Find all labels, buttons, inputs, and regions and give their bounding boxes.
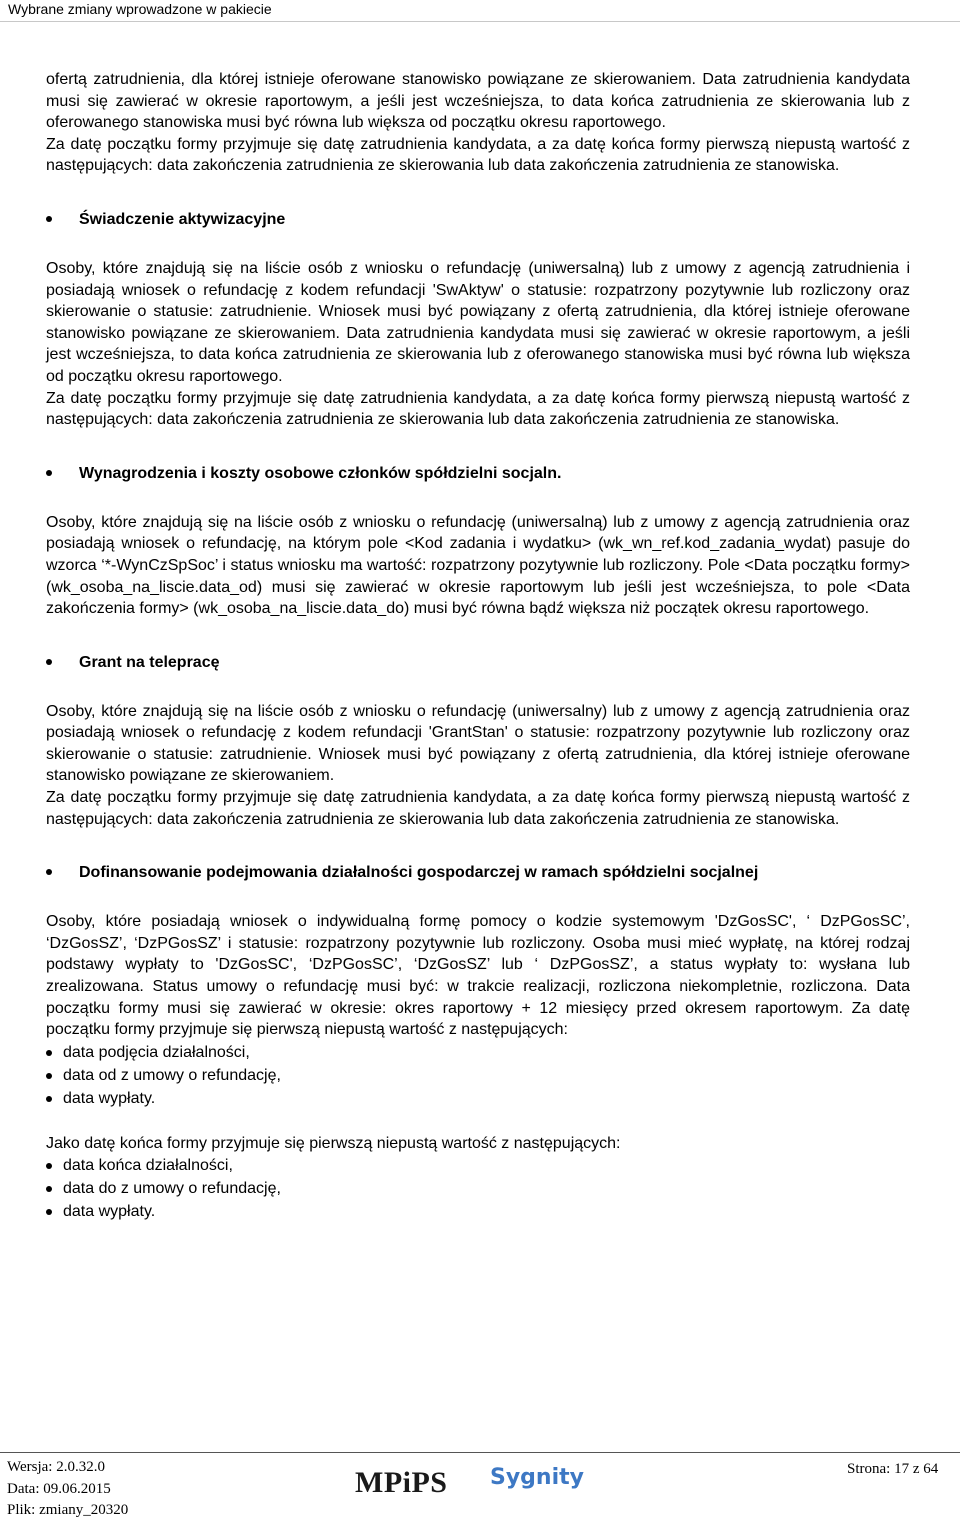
- section-heading: [46, 463, 910, 485]
- page-number: Strona: 17 z 64: [847, 1461, 939, 1477]
- footer-date: Data: 09.06.2015: [7, 1481, 111, 1497]
- intro-paragraph: Za datę początku formy przyjmuje się datę zatrudnienia kandydata, a za datę końca formy pierwszą niepustą wartość z następujących: data zakończenia zatrudnienia ze skierowania lub data zakończenia zatrudnienia ze stanowiska.: [46, 135, 910, 175]
- page-header: [0, 0, 960, 22]
- document-body: [46, 69, 910, 1223]
- footer-version: Wersja: 2.0.32.0: [7, 1459, 105, 1475]
- section-heading: [46, 209, 910, 231]
- section-paragraph: Osoby, które znajdują się na liście osób z wniosku o refundację (uniwersalny) lub z umowy z agencją zatrudnienia oraz posiadają wniosek o refundację z kodem refundacji 'GrantStan' o statusie: rozpatrzony pozytywnie lub rozliczony oraz skierowanie o statusie: zatrudnienie. Wniosek musi być powiązany z ofertą zatrudnienia, dla której istnieje oferowane stanowisko powiązane ze skierowaniem.: [46, 702, 910, 785]
- list-item: data do z umowy o refundację,: [46, 1177, 910, 1200]
- section-title: Grant na telepracę: [79, 653, 220, 671]
- intro-paragraph: ofertą zatrudnienia, dla której istnieje oferowane stanowisko powiązane ze skierowaniem. Data zatrudnienia kandydata musi się zawierać w okresie raportowym, a jeśli jest wcześniejsza, to data końca zatrudnienia ze skierowania lub z oferowanego stanowiska musi być równa lub większa od początku okresu raportowego.: [46, 71, 910, 132]
- section-title: Dofinansowanie podejmowania działalności gospodarczej w ramach spółdzielni socjalnej: [79, 864, 759, 882]
- list-item: data od z umowy o refundację,: [46, 1064, 910, 1087]
- bullet-icon: [46, 869, 52, 875]
- section-paragraph: Osoby, które znajdują się na liście osób z wniosku o refundację (uniwersalną) lub z umowy z agencją zatrudnienia oraz posiadają wniosek o refundację, na którym pole <Kod zadania i wydatku> (wk_wn_ref.kod_zadania_wydat) pasuje do wzorca ‘*-WynCzSpSoc’ i status wniosku ma wartość: rozpatrzony pozytywnie lub rozliczony. Pole <Data początku formy> (wk_osoba_na_liscie.data_od) musi się zawierać w okresie raportowym lub jeśli jest wcześniejsza, to pole <Data zakończenia formy> (wk_osoba_na_liscie.data_do) musi być równa bądź większa niż początek okresu raportowego.: [46, 513, 910, 618]
- bullet-list: [46, 1041, 910, 1110]
- header-title: Wybrane zmiany wprowadzone w pakiecie: [8, 1, 272, 17]
- mpips-logo: MPiPS: [355, 1466, 448, 1499]
- section-paragraph: Osoby, które posiadają wniosek o indywidualną formę pomocy o kodzie systemowym 'DzGosSC', ‘ DzPGosSC’, ‘DzGosSZ’, ‘DzPGosSZ’ i statusie: rozpatrzony pozytywnie lub rozliczony. Osoba musi mieć wypłatę, na której rodzaj podstawy wypłaty to 'DzGosSC', ‘DzPGosSC’, ‘DzGosSZ’ lub ‘ DzPGosSZ’, a status wypłaty to: wysłana lub zrealizowana. Status umowy o refundację musi być: w trakcie realizacji, rozliczona niekompletnie, rozliczona. Data początku formy musi się zawierać w okresie: okres raportowy + 12 miesięcy przed okresem raportowym. Za datę początku formy przyjmuje się pierwszą niepustą wartość z następujących:: [46, 913, 910, 1039]
- bullet-list: [46, 1154, 910, 1223]
- footer-file: Plik: zmiany_20320: [7, 1502, 129, 1518]
- list-item: data wypłaty.: [46, 1087, 910, 1110]
- section-paragraph: Osoby, które znajdują się na liście osób z wniosku o refundację (uniwersalną) lub z umowy z agencją zatrudnienia i posiadają wniosek o refundację z kodem refundacji 'SwAktyw' o statusie: rozpatrzony pozytywnie lub rozliczony oraz skierowanie o statusie: zatrudnienie. Wniosek musi być powiązany z ofertą zatrudnienia, dla której istnieje oferowane stanowisko powiązane ze skierowaniem. Data zatrudnienia kandydata musi się zawierać w okresie raportowym, a jeśli jest wcześniejsza, to data końca zatrudnienia ze skierowania lub z oferowanego stanowiska musi być równa lub większa od początku okresu raportowego.: [46, 259, 910, 385]
- section-title: Świadczenie aktywizacyjne: [79, 210, 286, 228]
- section-paragraph: Za datę początku formy przyjmuje się datę zatrudnienia kandydata, a za datę końca formy pierwszą niepustą wartość z następujących: data zakończenia zatrudnienia ze skierowania lub data zakończenia zatrudnienia ze stanowiska.: [46, 789, 910, 828]
- section-heading: [46, 652, 910, 674]
- list-item: data końca działalności,: [46, 1154, 910, 1177]
- list-item: data podjęcia działalności,: [46, 1041, 910, 1064]
- bullet-icon: [46, 470, 52, 476]
- sygnity-logo: Sygnity: [490, 1465, 584, 1490]
- footer-divider: [0, 1452, 960, 1453]
- bullet-icon: [46, 659, 52, 665]
- section-title: Wynagrodzenia i koszty osobowe członków spółdzielni socjaln.: [79, 464, 562, 482]
- section-heading: [46, 862, 910, 884]
- bullet-icon: [46, 216, 52, 222]
- list-item: data wypłaty.: [46, 1200, 910, 1223]
- section-paragraph: Jako datę końca formy przyjmuje się pierwszą niepustą wartość z następujących:: [46, 1134, 621, 1152]
- page-footer: [0, 1452, 960, 1521]
- section-paragraph: Za datę początku formy przyjmuje się datę zatrudnienia kandydata, a za datę końca formy pierwszą niepustą wartość z następujących: data zakończenia zatrudnienia ze skierowania lub data zakończenia zatrudnienia ze stanowiska.: [46, 389, 910, 429]
